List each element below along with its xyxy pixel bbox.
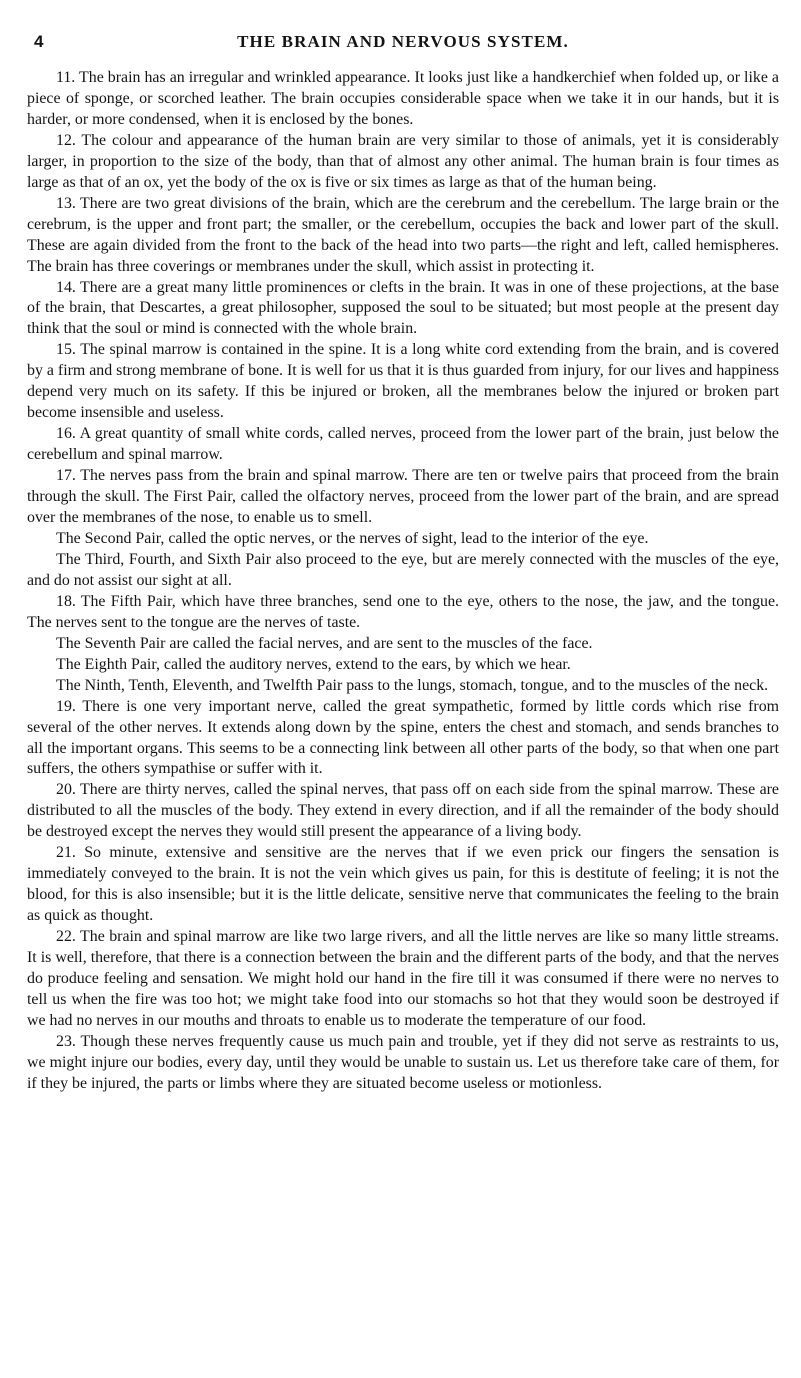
paragraph-11: 11. The brain has an irregular and wrinkled appearance. It looks just like a handkerchief when folded up, or like a piece of sponge, or scorched leather. The brain occupies considerable space when we take it in our hands, but it is harder, or more condensed, when it is enclosed by the bones. [27, 69, 779, 128]
paragraph-19: 19. There is one very important nerve, called the great sympathetic, formed by little cords which rise from several of the other nerves. It extends along down by the spine, enters the chest and stomach, and sends branches to all the important organs. This seems to be a connecting link between all other parts of the body, so that when one part suffers, the others sympathise or suffer with it. [27, 697, 779, 778]
paragraph-16: 16. A great quantity of small white cords, called nerves, proceed from the lower part of the brain, just below the cerebellum and spinal marrow. [27, 425, 779, 464]
paragraph-17: 17. The nerves pass from the brain and spinal marrow. There are ten or twelve pairs that proceed from the brain through the skull. The First Pair, called the olfactory nerves, proceed from the lower part of the brain, and are spread over the membranes of the nose, to enable us to smell. [27, 467, 779, 527]
body-text [27, 68, 779, 1095]
page-number: 4 [34, 32, 44, 51]
paragraph-14: 14. There are a great many little prominences or clefts in the brain. It was in one of these projections, at the base of the brain, that Descartes, a great philosopher, supposed the soul to be situated; but most people at the present day think that the soul or mind is connected with the whole brain. [27, 278, 779, 338]
paragraph-22: 22. The brain and spinal marrow are like two large rivers, and all the little nerves are like so many little streams. It is well, therefore, that there is a connection between the brain and the different parts of the body, and that the nerves do produce feeling and sensation. We might hold our hand in the fire till it was consumed if there were no nerves to tell us when the fire was too hot; we might take food into our stomachs so hot that they would soon be destroyed if we had no nerves in our mouths and throats to enable us to moderate the temperature of our food. [27, 928, 779, 1029]
paragraph-15: 15. The spinal marrow is contained in the spine. It is a long white cord extending from the brain, and is covered by a firm and strong membrane of bone. It is well for us that it is thus guarded from injury, for our lives and happiness depend very much on its safety. If this be injured or broken, all the membranes below the injured or broken part become insensible and useless. [27, 341, 779, 422]
paragraph-23: 23. Though these nerves frequently cause us much pain and trouble, yet if they did not serve as restraints to us, we might injure our bodies, every day, until they would be unable to sustain us. Let us therefore take care of them, for if they be injured, the parts or limbs where they are situated become useless or motionless. [27, 1032, 779, 1092]
paragraph-21: 21. So minute, extensive and sensitive are the nerves that if we even prick our fingers the sensation is immediately conveyed to the brain. It is not the vein which gives us pain, for this is destitute of feeling; it is not the blood, for this is also insensible; but it is the little delicate, sensitive nerve that communicates the feeling to the brain as quick as thought. [27, 844, 779, 925]
paragraph-12: 12. The colour and appearance of the human brain are very similar to those of animals, yet it is considerably larger, in proportion to the size of the body, than that of almost any other animal. The human brain is four times as large as that of an ox, yet the body of the ox is five or six times as large as that of the human being. [27, 131, 779, 191]
running-title: THE BRAIN AND NERVOUS SYSTEM. [237, 32, 569, 51]
paragraph-18: 18. The Fifth Pair, which have three branches, send one to the eye, others to the nose, the jaw, and the tongue. The nerves sent to the tongue are the nerves of taste. [27, 592, 779, 631]
paragraph-17-optic: The Second Pair, called the optic nerves, or the nerves of sight, lead to the interior of the eye. [56, 529, 649, 547]
running-head [27, 30, 779, 56]
paragraph-18-facial: The Seventh Pair are called the facial nerves, and are sent to the muscles of the face. [56, 634, 593, 652]
paragraph-18-neck: The Ninth, Tenth, Eleventh, and Twelfth Pair pass to the lungs, stomach, tongue, and to the muscles of the neck. [56, 676, 769, 694]
paragraph-13: 13. There are two great divisions of the brain, which are the cerebrum and the cerebellum. The large brain or the cerebrum, is the upper and front part; the smaller, or the cerebellum, occupies the back and lower part of the skull. These are again divided from the front to the back of the head into two parts—the right and left, called hemispheres. The brain has three coverings or membranes under the skull, which assist in protecting it. [27, 194, 779, 275]
paragraph-20: 20. There are thirty nerves, called the spinal nerves, that pass off on each side from the spinal marrow. These are distributed to all the muscles of the body. They extend in every direction, and if all the remainder of the body should be destroyed except the nerves they would still present the appearance of a living body. [27, 781, 779, 841]
paragraph-18-auditory: The Eighth Pair, called the auditory nerves, extend to the ears, by which we hear. [56, 655, 571, 673]
paragraph-17-eye-muscles: The Third, Fourth, and Sixth Pair also proceed to the eye, but are merely connected with the muscles of the eye, and do not assist our sight at all. [27, 550, 779, 589]
